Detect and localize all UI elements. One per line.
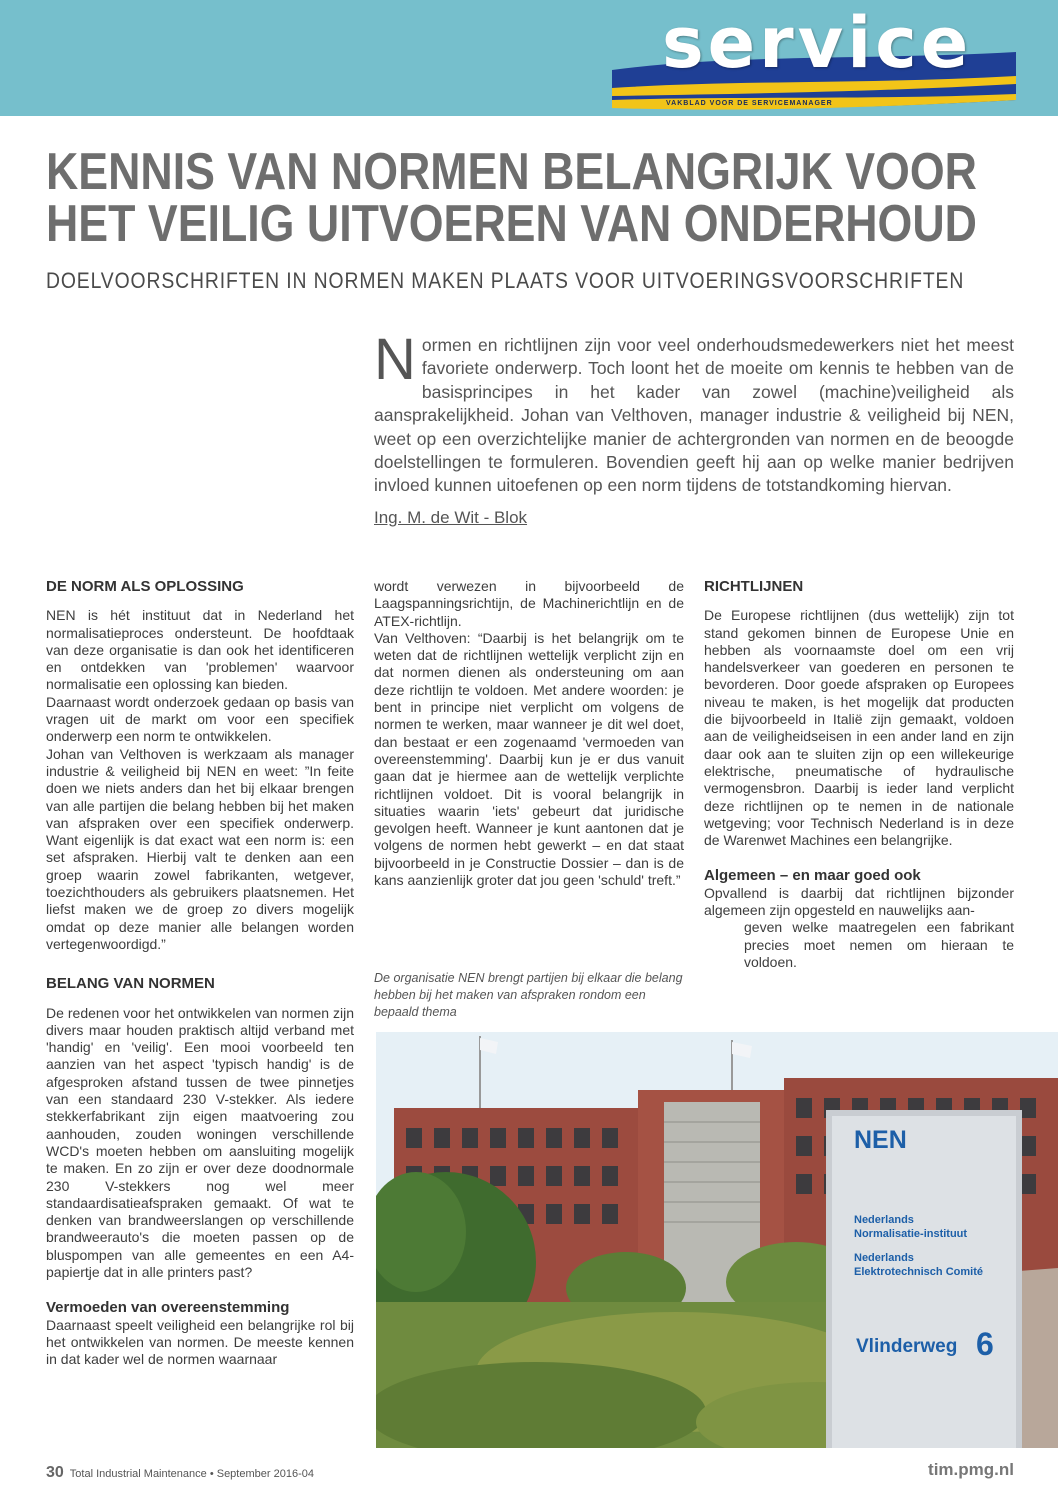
nen-sign-text-1: Nederlands (854, 1214, 914, 1226)
footer-url[interactable]: tim.pmg.nl (928, 1460, 1014, 1479)
article-intro (374, 327, 1014, 498)
nen-sign-logo: NEN (854, 1126, 907, 1154)
article-subhead: DOELVOORSCHRIFTEN IN NORMEN MAKEN PLAATS VOOR UITVOERINGSVOORSCHRIFTEN (46, 268, 965, 293)
nen-sign-text-3: Nederlands (854, 1252, 914, 1264)
intro-text: ormen en richtlijnen zijn voor veel onderhoudsmedewerkers niet het meest favoriete onderwerp. Toch loont het de moeite om kennis te hebben van de basisprincipes in het kader van zowel (machine)veiligheid als aansprakelijkheid. Johan van Velthoven, manager industrie & veiligheid bij NEN, weet op een overzichtelijke manier de achtergronden van normen en de beoogde doelstellingen te formuleren. Bovendien geeft hij aan op welke manier bedrijven invloed kunnen uitoefenen op een norm tijdens de totstandkoming hiervan. (374, 335, 1014, 496)
nen-sign-text-2: Normalisatie-instituut (854, 1228, 968, 1240)
paragraph: Daarnaast wordt onderzoek gedaan op basis van vragen uit de markt om voor een specifiek onderwerp een norm te ontwikkelen. (46, 693, 354, 745)
article-headline (46, 143, 977, 253)
headline-line-2: HET VEILIG UITVOEREN VAN ONDERHOUD (46, 195, 977, 253)
logo-tagline: VAKBLAD VOOR DE SERVICEMANAGER (666, 100, 833, 107)
paragraph: Daarnaast speelt veiligheid een belangrijke rol bij het ontwikkelen van normen. De meeste kennen in dat kader wel de normen waarnaar (46, 1316, 354, 1368)
paragraph: NEN is hét instituut dat in Nederland het normalisatieproces ondersteunt. De hoofdtaak van deze organisatie is dan ook het identificeren en ontdekken van 'problemen' waarvoor normalisatie een oplossing kan bieden. (46, 607, 354, 693)
nen-sign-street: Vlinderweg (856, 1336, 958, 1357)
paragraph: geven welke maatregelen een fabrikant precies moet nemen om hieraan te voldoen. (744, 919, 1014, 970)
column-1 (46, 578, 354, 1368)
column-2 (374, 578, 684, 889)
page-number: 30 (46, 1464, 64, 1481)
paragraph: wordt verwezen in bijvoorbeeld de Laagspanningsrichtijn, de Machinerichtlijn en de ATEX-richtlijn. (374, 578, 684, 629)
photo-caption: De organisatie NEN brengt partijen bij elkaar die belang hebben bij het maken van afspraken rondom een bepaald thema (374, 971, 683, 1019)
intro-dropcap: N (374, 327, 416, 392)
article-author: Ing. M. de Wit - Blok (374, 508, 528, 527)
paragraph: De Europese richtlijnen (dus wettelijk) zijn tot stand gekomen binnen de Europese Unie en hebben als voornaamste doel om een vrij handelsverkeer van goederen en personen te bevorderen. Door goede afspraken op Europees niveau te maken, is het mogelijk dat producten die bijvoorbeeld in Italië zijn gemaakt, voldoen aan de veiligheidseisen in een ander land en zijn daar ook aan te sluiten zijn op een willekeurige elektrische, pneumatische of hydraulische vermogensbron. Daarbij is ieder land verplicht deze richtlijnen op te nemen in de nationale wetgeving; voor Technisch Nederland is in deze de Warenwet Machines een belangrijke. (704, 607, 1014, 849)
nen-sign-text-4: Elektrotechnisch Comité (854, 1266, 983, 1278)
heading-richtlijnen: RICHTLIJNEN (704, 578, 804, 595)
logo-word: service (662, 2, 973, 84)
footer-left (46, 1464, 314, 1482)
paragraph: Johan van Velthoven is werkzaam als manager industrie & veiligheid bij NEN en weet: ”In feite doen we niets anders dan het bij elkaar brengen van alle partijen die belang hebben bij het maken van afspraken over een specifiek onderwerp. Want eigenlijk is dat exact wat een norm is: een set afspraken. Hierbij valt te denken aan een groep waarin zowel fabrikanten, wetgever, toezichthouders als gebruikers plaatsnemen. Het liefst maken we de groep zo divers mogelijk omdat op deze manier alle belangen worden vertegenwoordigd.” (46, 745, 354, 952)
column-3 (704, 578, 1014, 971)
paragraph: De redenen voor het ontwikkelen van normen zijn divers maar houden praktisch altijd verband met 'handig' en 'veilig'. Een mooi voorbeeld ten aanzien van het aspect 'typisch handig' is de afgesproken afstand tussen de twee pinnetjes van een standaard 230 V-stekker. Als iedere stekkerfabrikant zijn eigen maatvoering zou aanhouden, zouden woningen verschillende WCD's moeten hebben om aansluiting mogelijk te maken. En zo zijn er over deze doodnormale 230 V-stekkers nog wel meer standaardisatieafspraken gemaakt. Of wat te denken van brandweerslangen op verschillende brandweerauto's die moeten passen op de bluspompen van alle gemeentes en een A4-papiertje dat in alle printers past? (46, 1004, 354, 1280)
heading-norm-als-oplossing: DE NORM ALS OPLOSSING (46, 578, 244, 595)
paragraph: Opvallend is daarbij dat richtlijnen bijzonder algemeen zijn opgesteld en nauwelijks aan- (704, 884, 1014, 919)
service-logo (612, 4, 1016, 116)
paragraph: Van Velthoven: “Daarbij is het belangrijk om te weten dat de richtlijnen wettelijk verplicht zijn en dat normen dienen als ondersteuning om aan deze richtlijn te voldoen. Met andere woorden: je bent in principe niet verplicht om volgens de normen te werken, maar wanneer je dit wel doet, dan bestaat er een zogenaamd 'vermoeden van overeenstemming'. Daarbij kun je er dus vanuit gaan dat je hiermee aan de wettelijk verplichte richtlijnen voldoet. Dit is vooral belangrijk in situaties waarin 'iets' gebeurt dat juridische gevolgen heeft. Wanneer je kunt aantonen dat je volgens de normen hebt gewerkt – en dat staat bijvoorbeeld in je Constructie Dossier – dan is de kans aanzienlijk groter dat jou geen 'schuld' treft.” (374, 629, 684, 889)
heading-belang-van-normen: BELANG VAN NORMEN (46, 975, 215, 993)
heading-vermoeden: Vermoeden van overeenstemming (46, 1299, 290, 1317)
nen-building-photo (376, 1032, 1058, 1448)
building-illustration (376, 1032, 1058, 1448)
nen-sign-number: 6 (976, 1326, 994, 1362)
headline-line-1: KENNIS VAN NORMEN BELANGRIJK VOOR (46, 143, 977, 201)
publication-info: Total Industrial Maintenance • September 2016-04 (69, 1468, 314, 1480)
heading-algemeen: Algemeen – en maar goed ook (704, 867, 921, 885)
